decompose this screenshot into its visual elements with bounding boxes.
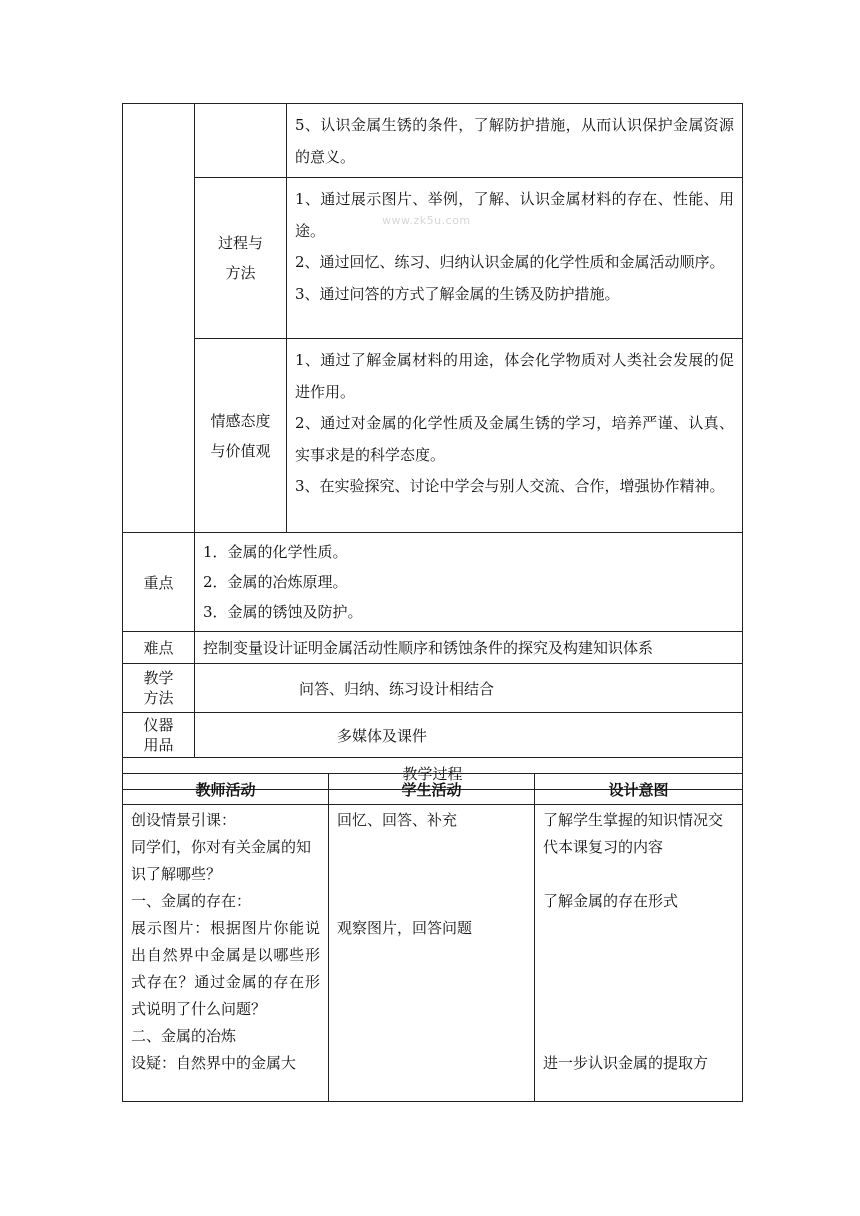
process-item: 2、通过回忆、练习、归纳认识金属的化学性质和金属活动顺序。 (295, 253, 725, 271)
emotion-item: 2、通过对金属的化学性质及金属生锈的学习，培养严谨、认真、实事求是的科学态度。 (295, 414, 734, 464)
objectives-table (122, 103, 743, 790)
design-intent-cell (535, 805, 743, 1102)
emotion-attitude-items (287, 339, 743, 533)
student-line: 观察图片，回答问题 (337, 919, 473, 937)
knowledge-label-cell (195, 104, 287, 178)
method-label: 教学 方法 (123, 664, 195, 713)
teacher-line: 设疑：自然界中的金属大 (131, 1054, 297, 1072)
process-section-title: 教学过程 (123, 758, 743, 790)
key-points-list (195, 533, 743, 632)
header-student-activity: 学生活动 (329, 774, 535, 805)
process-item: 1、通过展示图片、举例，了解、认识金属材料的存在、性能、用途。 (295, 190, 734, 240)
design-line: 了解学生掌握的知识情况交代本课复习的内容 (543, 811, 724, 856)
teacher-line: 同学们，你对有关金属的知识了解哪些？ (131, 838, 312, 883)
teacher-activity-cell (123, 805, 329, 1102)
process-method-items (287, 178, 743, 339)
student-line: 回忆、回答、补充 (337, 811, 458, 829)
teacher-line: 二、金属的冶炼 (131, 1027, 237, 1045)
emotion-item: 3、在实验探究、讨论中学会与别人交流、合作，增强协作精神。 (295, 477, 725, 495)
header-design-intent: 设计意图 (535, 774, 743, 805)
design-line: 了解金属的存在形式 (543, 892, 679, 910)
difficulty-text: 控制变量设计证明金属活动性顺序和锈蚀条件的探究及构建知识体系 (195, 632, 743, 664)
teacher-line: 展示图片：根据图片你能说出自然界中金属是以哪些形式存在？通过金属的存在形式说明了什么问题？ (131, 919, 320, 1018)
teacher-line: 创设情景引课： (131, 811, 237, 829)
watermark-text: www.zk5u.com (382, 214, 471, 227)
student-activity-cell (329, 805, 535, 1102)
key-point-item: 3．金属的锈蚀及防护。 (203, 603, 363, 621)
key-point-item: 1．金属的化学性质。 (203, 543, 348, 561)
emotion-attitude-label: 情感态度 与价值观 (195, 339, 287, 533)
key-points-label: 重点 (123, 533, 195, 632)
instruments-text: 多媒体及课件 (195, 713, 743, 758)
key-point-item: 2．金属的冶炼原理。 (203, 573, 348, 591)
instruments-label: 仪器 用品 (123, 713, 195, 758)
emotion-item: 1、通过了解金属材料的用途，体会化学物质对人类社会发展的促进作用。 (295, 351, 734, 401)
objectives-category-cell (123, 104, 195, 533)
design-line: 进一步认识金属的提取方 (543, 1054, 709, 1072)
teacher-line: 一、金属的存在： (131, 892, 252, 910)
method-text: 问答、归纳、练习设计相结合 (195, 664, 743, 713)
knowledge-item-5: 5、认识金属生锈的条件，了解防护措施，从而认识保护金属资源的意义。 (287, 104, 743, 178)
teaching-process-table (122, 773, 743, 1102)
process-item: 3、通过问答的方式了解金属的生锈及防护措施。 (295, 284, 620, 303)
header-teacher-activity: 教师活动 (123, 774, 329, 805)
difficulty-label: 难点 (123, 632, 195, 664)
process-method-label: 过程与 方法 (195, 178, 287, 339)
